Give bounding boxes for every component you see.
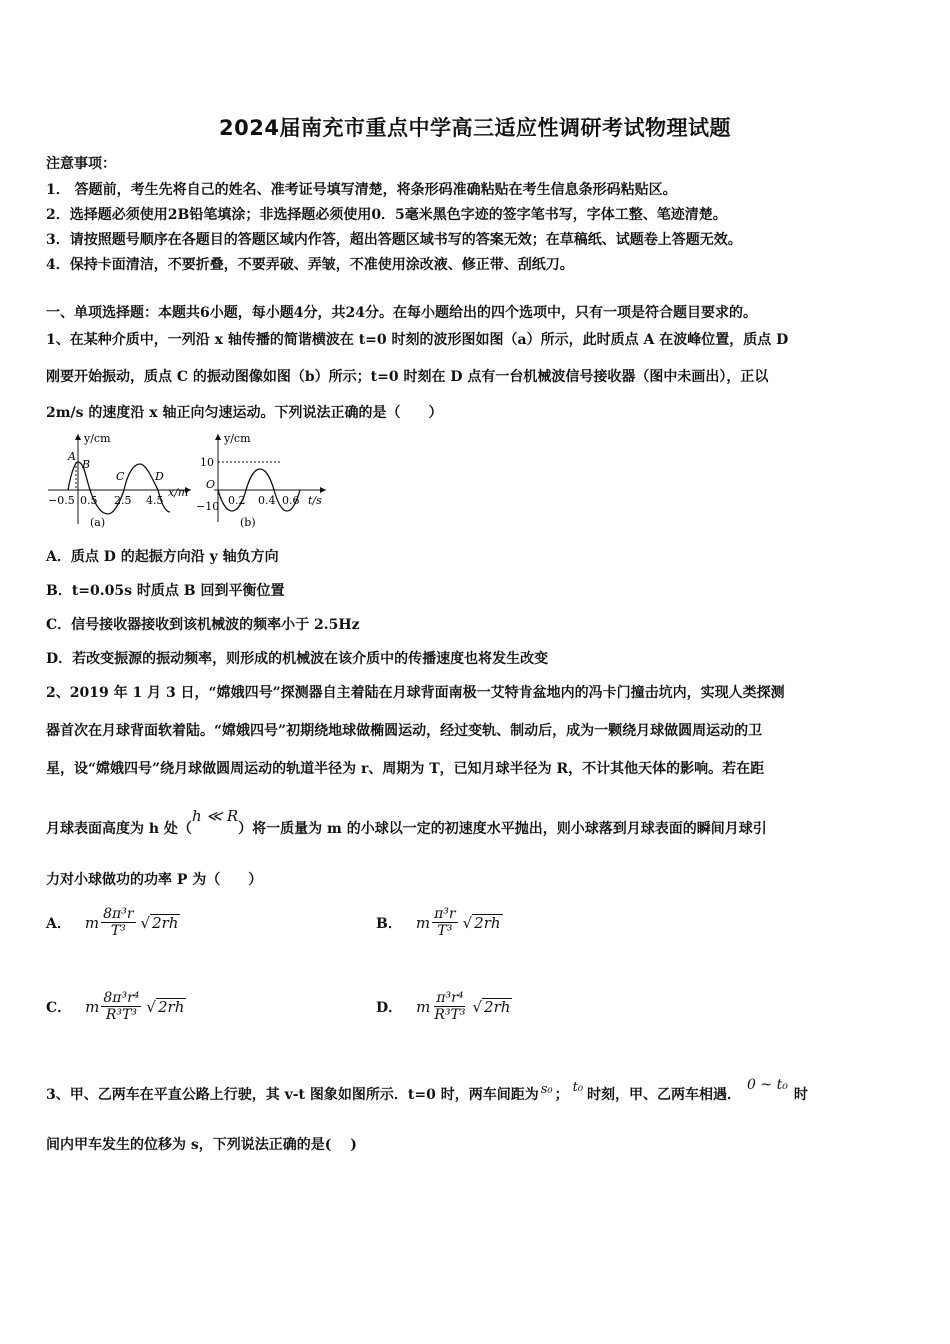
q3-line-1d: 时 <box>793 1087 808 1103</box>
q2-option-a-fraction <box>101 906 135 939</box>
q1-option-c: C．信号接收器接收到该机械波的频率小于 2.5Hz <box>46 617 360 633</box>
q2-line-5: 力对小球做功的功率 P 为（ ） <box>46 872 263 888</box>
q1-option-b: B．t=0.05s 时质点 B 回到平衡位置 <box>46 583 285 599</box>
q2-option-b <box>376 906 503 939</box>
q3-line-1a: 3、甲、乙两车在平直公路上行驶，其 v-t 图象如图所示．t=0 时，两车间距为 <box>46 1087 539 1103</box>
q2-line-4-end: ）将一质量为 m 的小球以一定的初速度水平抛出，则小球落到月球表面的瞬间月球引 <box>238 821 767 837</box>
q1-line-2: 刚要开始振动，质点 C 的振动图像如图（b）所示；t=0 时刻在 D 点有一台机械波信号接收器（图中未画出），正以 <box>46 369 769 385</box>
notice-item-4: 4．保持卡面清洁，不要折叠，不要弄破、弄皱，不准使用涂改液、修正带、刮纸刀。 <box>46 257 574 273</box>
figure-b-ytick-2: −10 <box>196 500 220 513</box>
q2-option-a-m: m <box>84 913 100 932</box>
section-heading: 一、单项选择题：本题共6小题，每小题4分，共24分。在每小题给出的四个选项中，只有一项是符合题目要求的。 <box>46 305 757 321</box>
q2-option-b-m: m <box>415 913 431 932</box>
figure-a-xlabel: x/m <box>168 486 189 499</box>
q2-option-c-numerator: 8π³r⁴ <box>103 990 140 1006</box>
notice-heading: 注意事项： <box>46 156 116 172</box>
q2-option-a-label: A． <box>46 915 71 932</box>
figure-b-tick-3: 0.6 <box>282 494 300 507</box>
q1-line-3: 2m/s 的速度沿 x 轴正向匀速运动。下列说法正确的是（ ） <box>46 405 443 421</box>
q2-option-d-label: D． <box>376 999 403 1016</box>
notice-item-2: 2．选择题必须使用2B铅笔填涂；非选择题必须使用0．5毫米黑色字迹的签字笔书写，字体工整、笔迹清楚。 <box>46 207 727 223</box>
figure-a-caption: (a) <box>90 516 106 529</box>
figure-a-y-arrow <box>75 434 81 440</box>
figure-b-ytick-1: 10 <box>200 456 214 469</box>
q2-option-d <box>376 990 512 1023</box>
page-title: 2024届南充市重点中学高三适应性调研考试物理试题 <box>219 116 731 140</box>
figure-a <box>48 432 191 529</box>
q2-option-d-fraction <box>432 990 467 1023</box>
q2-option-b-numerator: π³r <box>434 906 456 922</box>
q3-line-1b: ； <box>554 1087 569 1103</box>
q2-option-c-m: m <box>85 997 100 1016</box>
q3-t0: t₀ <box>572 1080 584 1095</box>
figure-a-wave-3 <box>124 464 158 490</box>
point-d-label: D <box>155 470 164 483</box>
figure-a-tick-2: 0.5 <box>80 494 98 507</box>
q2-line-2: 器首次在月球背面软着陆。“嫦娥四号”初期绕地球做椭圆运动，经过变轨、制动后，成为一颗绕月球做圆周运动的卫 <box>46 723 763 739</box>
q3-range: 0 ~ t₀ <box>747 1077 788 1093</box>
figure-b <box>196 432 326 529</box>
notice-item-1: 1． 答题前，考生先将自己的姓名、准考证号填写清楚，将条形码准确粘贴在考生信息条形码粘贴区。 <box>46 182 677 198</box>
q3-line-1 <box>46 1077 808 1104</box>
q2-option-a-numerator: 8π³r <box>103 906 134 922</box>
q2-option-b-denominator: T³ <box>437 923 453 939</box>
figure-b-y-arrow <box>215 434 221 440</box>
q2-option-b-fraction <box>432 906 458 939</box>
q3-line-1c: 时刻，甲、乙两车相遇． <box>587 1087 742 1103</box>
q1-option-a: A．质点 D 的起振方向沿 y 轴负方向 <box>46 549 279 565</box>
q2-option-c-sqrt: √ 2rh <box>146 997 185 1016</box>
q2-option-d-denominator: R³T³ <box>434 1007 466 1023</box>
q2-option-b-label: B． <box>376 915 402 932</box>
q2-condition: h ≪ R <box>191 807 239 825</box>
q2-option-c <box>46 990 186 1023</box>
q2-line-4-start: 月球表面高度为 h 处（ <box>46 821 192 837</box>
figure-b-tick-1: 0.2 <box>228 494 246 507</box>
q2-option-c-radicand: 2rh <box>157 998 185 1016</box>
q2-option-d-numerator: π³r⁴ <box>436 990 464 1006</box>
figure-a-tick-4: 4.5 <box>146 494 164 507</box>
q2-option-a-radicand: 2rh <box>152 914 179 932</box>
notice-item-3: 3．请按照题号顺序在各题目的答题区域内作答，超出答题区域书写的答案无效；在草稿纸、试题卷上答题无效。 <box>46 232 742 248</box>
point-a-label: A <box>68 450 76 463</box>
figure-b-x-arrow <box>320 487 326 493</box>
figure-b-xlabel: t/s <box>308 494 322 507</box>
point-b-label: B <box>82 458 91 471</box>
q3-line-2: 间内甲车发生的位移为 s，下列说法正确的是( ) <box>46 1137 357 1153</box>
q2-option-d-radicand: 2rh <box>484 998 511 1016</box>
figure-b-caption: (b) <box>240 516 256 529</box>
q3-s0: s₀ <box>540 1082 553 1097</box>
q1-option-d: D．若改变振源的振动频率，则形成的机械波在该介质中的传播速度也将发生改变 <box>46 651 549 667</box>
q2-option-d-sqrt: √ 2rh <box>472 997 511 1016</box>
figure-b-origin: O <box>206 478 216 491</box>
figure-a-ylabel: y/cm <box>84 432 111 445</box>
q2-option-c-fraction <box>101 990 141 1023</box>
q2-option-c-denominator: R³T³ <box>105 1007 137 1023</box>
q2-line-3: 星，设“嫦娥四号”绕月球做圆周运动的轨道半径为 r、周期为 T，已知月球半径为 R，不计其他天体的影响。若在距 <box>46 761 765 777</box>
q2-option-c-label: C． <box>46 999 72 1016</box>
q2-option-a-denominator: T³ <box>110 923 126 939</box>
q2-line-1: 2、2019 年 1 月 3 日，“嫦娥四号”探测器自主着陆在月球背面南极一艾特肯盆地内的冯卡门撞击坑内，实现人类探测 <box>46 685 785 701</box>
q2-line-4 <box>46 807 767 838</box>
point-c-label: C <box>116 470 125 483</box>
q1-line-1: 1、在某种介质中，一列沿 x 轴传播的简谐横波在 t=0 时刻的波形图如图（a）所示，此时质点 A 在波峰位置，质点 D <box>46 332 789 348</box>
figure-a-tick-3: 2.5 <box>114 494 132 507</box>
figure-b-tick-2: 0.4 <box>258 494 276 507</box>
figure-a-tick-1: −0.5 <box>48 494 75 507</box>
q2-option-b-radicand: 2rh <box>474 914 501 932</box>
q2-option-a-sqrt: √ 2rh <box>140 913 179 932</box>
q2-option-b-sqrt: √ 2rh <box>462 913 501 932</box>
q2-option-d-m: m <box>416 997 431 1016</box>
q1-wave-figure <box>46 428 336 532</box>
figure-b-ylabel: y/cm <box>224 432 251 445</box>
q2-option-a <box>46 906 180 939</box>
